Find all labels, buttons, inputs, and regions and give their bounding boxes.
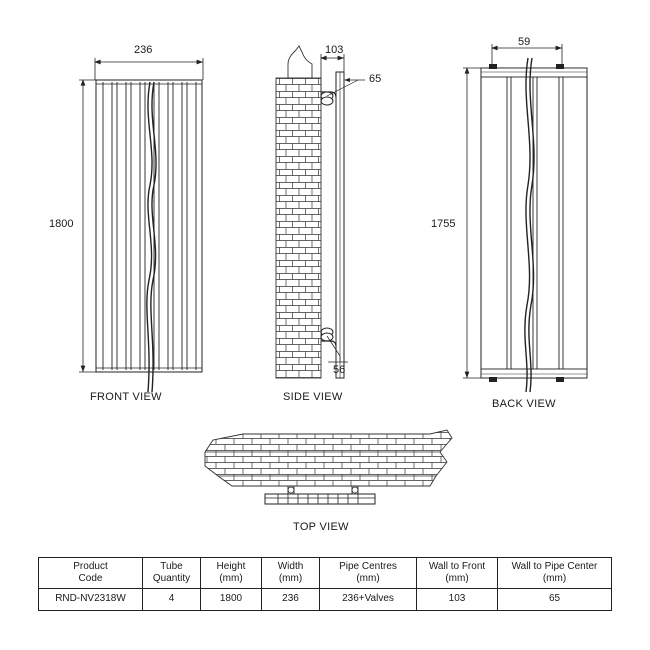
back-bracket-dimension: 59 [518,36,531,48]
header-tube-quantity [143,558,201,589]
header-width-line2: (mm) [278,573,303,584]
side-view-group [276,46,365,378]
cell-tube-quantity: 4 [143,589,201,611]
top-view-caption: TOP VIEW [293,521,349,533]
header-wall-to-pipe-center [498,558,612,589]
header-wall-to-front [417,558,498,589]
front-view-group [79,58,203,392]
header-height [201,558,262,589]
front-height-dimension: 1800 [49,218,74,230]
back-view-group [463,44,587,392]
header-pipe-centres-line2: (mm) [356,573,380,584]
cell-wall-to-front: 103 [417,589,498,611]
cell-product-code: RND-NV2318W [39,589,143,611]
header-pipe-centres [320,558,417,589]
header-pipe-centres-line1: Pipe Centres [339,560,397,572]
header-product-code [39,558,143,589]
header-height-line1: Height [216,560,246,572]
back-view-caption: BACK VIEW [492,398,556,410]
header-width-line1: Width [277,560,304,572]
side-depth-dimension: 103 [325,44,344,56]
cell-pipe-centres: 236+Valves [320,589,417,611]
side-pipe-top-dimension: 65 [369,73,382,85]
header-product-code-line2: Code [78,573,103,584]
header-tube-quantity-line2: Quantity [152,573,191,584]
cell-width: 236 [262,589,320,611]
cell-wall-to-pipe-center: 65 [498,589,612,611]
header-wall-to-front-line2: (mm) [445,573,469,584]
front-width-dimension: 236 [134,44,153,56]
header-width [262,558,320,589]
back-height-dimension: 1755 [431,218,456,230]
table-header-row [39,558,612,589]
header-wall-to-front-line1: Wall to Front [428,560,486,572]
cell-height: 1800 [201,589,262,611]
side-pipe-bottom-dimension: 56 [333,364,346,376]
header-product-code-line1: Product [73,560,108,572]
top-view-group [205,430,452,504]
header-wall-to-pipe-center-line2: (mm) [542,573,567,584]
header-tube-quantity-line1: Tube [160,560,183,572]
specification-table [38,557,612,611]
front-view-caption: FRONT VIEW [90,391,162,403]
side-view-caption: SIDE VIEW [283,391,343,403]
header-wall-to-pipe-center-line1: Wall to Pipe Center [511,560,598,572]
header-height-line2: (mm) [219,573,243,584]
table-row [39,589,612,611]
